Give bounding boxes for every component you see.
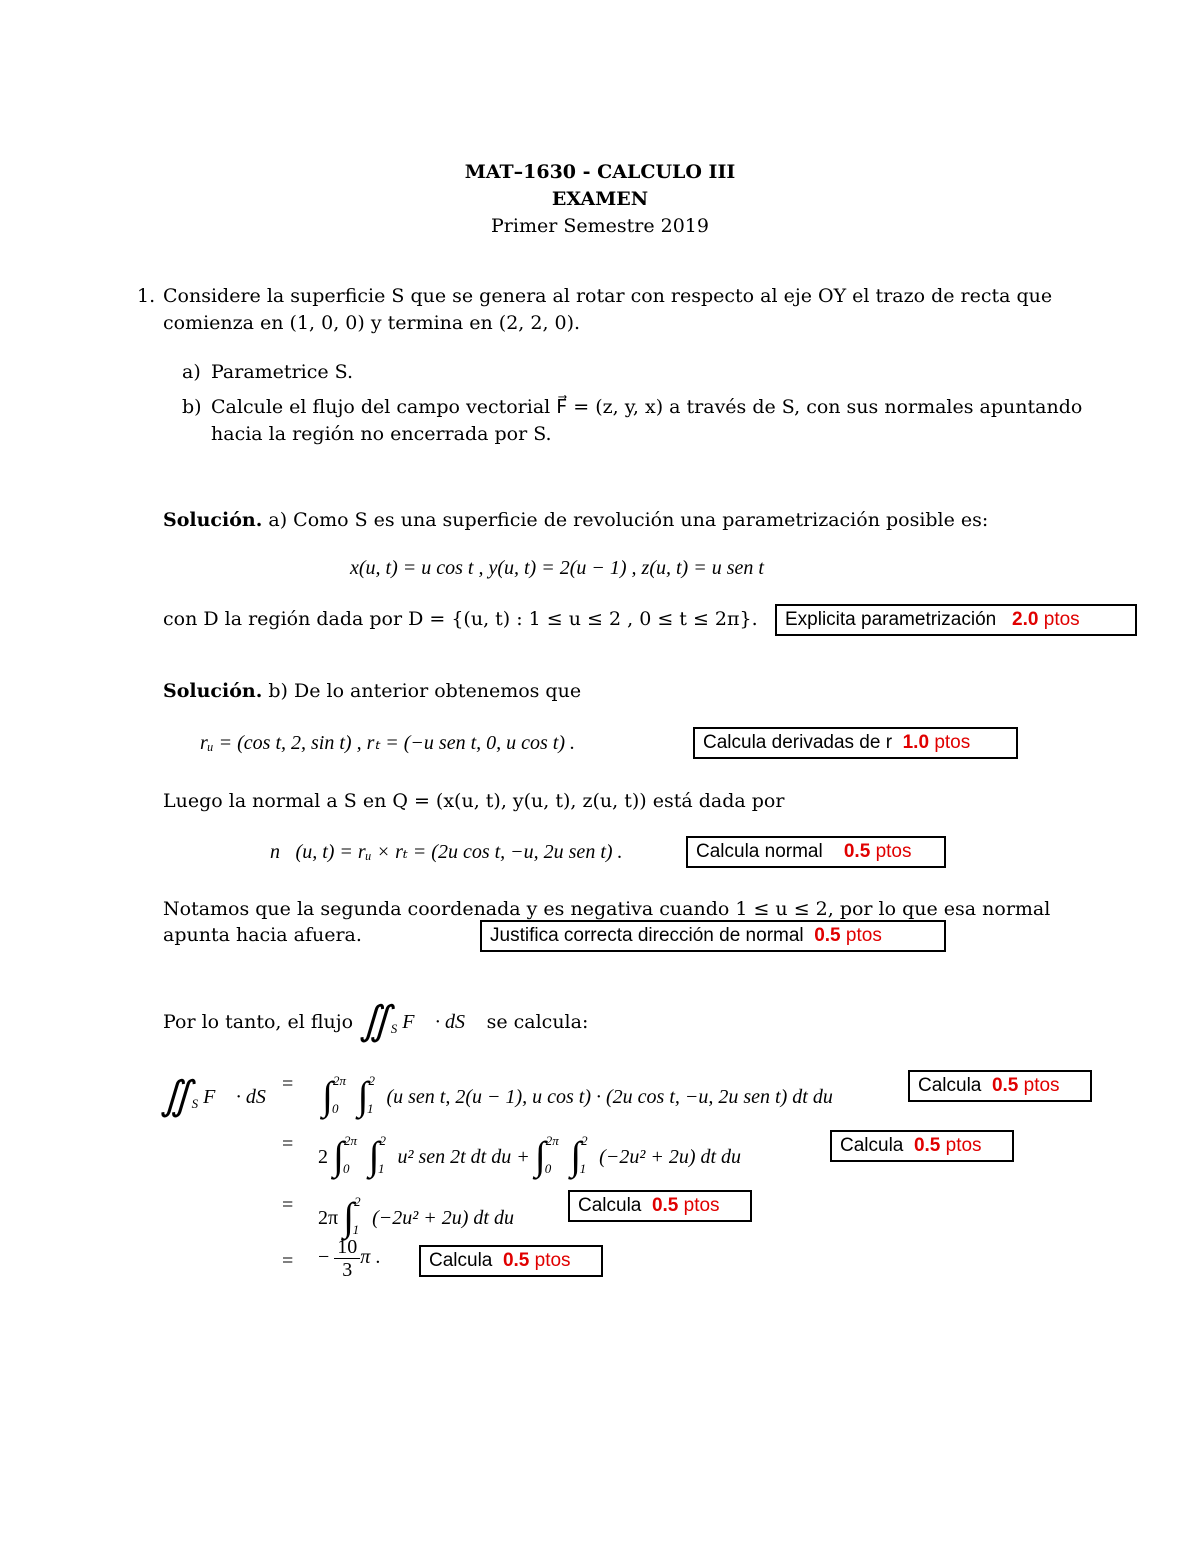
computation-line3: 2π ∫$^2_1$ (−2u² + 2u) dt du xyxy=(318,1194,514,1239)
normal-equation: n⃗(u, t) = rᵤ × rₜ = (2u cos t, −u, 2u sen t) . xyxy=(270,841,623,863)
part-a-label: a) xyxy=(182,361,201,383)
solution-a-intro: a) Como S es una superficie de revolución una parametrización posible es: xyxy=(268,509,989,531)
problem-statement-line2: comienza en (1, 0, 0) y termina en (2, 2, 0). xyxy=(163,312,581,334)
equals-sign-3: = xyxy=(282,1194,294,1216)
part-b-label: b) xyxy=(182,396,202,418)
grading-box-calc-4: Calcula 0.5 ptos xyxy=(419,1245,603,1277)
final-result: − $\frac{10}{3}$ π . xyxy=(318,1236,381,1281)
part-a-text: Parametrice S. xyxy=(211,361,354,383)
grading-box-calc-3: Calcula 0.5 ptos xyxy=(568,1190,752,1222)
points-value: 2.0 xyxy=(1012,609,1039,630)
equals-sign-1: = xyxy=(282,1073,294,1095)
solution-b-intro-line xyxy=(163,679,581,703)
parametrization-equation: x(u, t) = u cos t , y(u, t) = 2(u − 1) , z(u, t) = u sen t xyxy=(350,557,764,579)
equals-sign-4: = xyxy=(282,1250,294,1272)
grading-box-normal: Calcula normal 0.5 ptos xyxy=(686,836,946,868)
solution-b-intro: b) De lo anterior obtenemos que xyxy=(268,680,582,702)
term-subtitle: Primer Semestre 2019 xyxy=(491,215,709,237)
computation-line1: ∫$^{2\pi}_0$ ∫$^2_1$ (u sen t, 2(u − 1), u cos t) · (2u cos t, −u, 2u sen t) dt du xyxy=(322,1073,833,1118)
orientation-note-line1: Notamos que la segunda coordenada y es negativa cuando 1 ≤ u ≤ 2, por lo que esa normal xyxy=(163,898,1051,920)
problem-statement-line1: Considere la superficie S que se genera al rotar con respecto al eje OY el trazo de recta que xyxy=(163,285,1053,307)
part-b-text-line1: Calcule el flujo del campo vectorial F⃗ = (z, y, x) a través de S, con sus normales apuntando xyxy=(211,396,1083,418)
grading-box-calc-1: Calcula 0.5 ptos xyxy=(908,1070,1092,1102)
course-title: MAT–1630 - CALCULO III xyxy=(464,161,736,183)
problem-number: 1. xyxy=(137,285,156,307)
computation-line2: 2 ∫$^{2\pi}_0$ ∫$^2_1$ u² sen 2t dt du + ∫$^{2\pi}_0$ ∫$^2_1$ (−2u² + 2u) dt du xyxy=(318,1133,742,1178)
part-b-text-line2: hacia la región no encerrada por S. xyxy=(211,423,552,445)
derivatives-equation: rᵤ = (cos t, 2, sin t) , rₜ = (−u sen t, 0, u cos t) . xyxy=(200,732,575,754)
orientation-note-line2: apunta hacia afuera. xyxy=(163,924,362,946)
solution-a-label: Solución. xyxy=(163,509,263,531)
grading-box-derivatives: Calcula derivadas de r 1.0 ptos xyxy=(693,727,1018,759)
solution-b-label: Solución. xyxy=(163,680,263,702)
domain-statement: con D la región dada por D = {(u, t) : 1 ≤ u ≤ 2 , 0 ≤ t ≤ 2π}. xyxy=(163,608,758,630)
flux-integral-symbol: $∬_S$ F⃗ · dS⃗ xyxy=(359,998,481,1043)
solution-a-intro-line xyxy=(163,508,988,532)
grading-box-parametrization: Explicita parametrización 2.0 ptos xyxy=(775,604,1137,636)
normal-intro: Luego la normal a S en Q = (x(u, t), y(u, t), z(u, t)) está dada por xyxy=(163,790,785,812)
grading-box-calc-2: Calcula 0.5 ptos xyxy=(830,1130,1014,1162)
equals-sign-2: = xyxy=(282,1133,294,1155)
grading-box-direction: Justifica correcta dirección de normal 0.5 ptos xyxy=(480,920,946,952)
flux-intro: Por lo tanto, el flujo $∬_S$ F⃗ · dS⃗ se calcula: xyxy=(163,998,589,1043)
flux-lhs: $∬_S$ F⃗ · dS⃗ xyxy=(160,1073,282,1118)
exam-title: EXAMEN xyxy=(551,188,649,210)
